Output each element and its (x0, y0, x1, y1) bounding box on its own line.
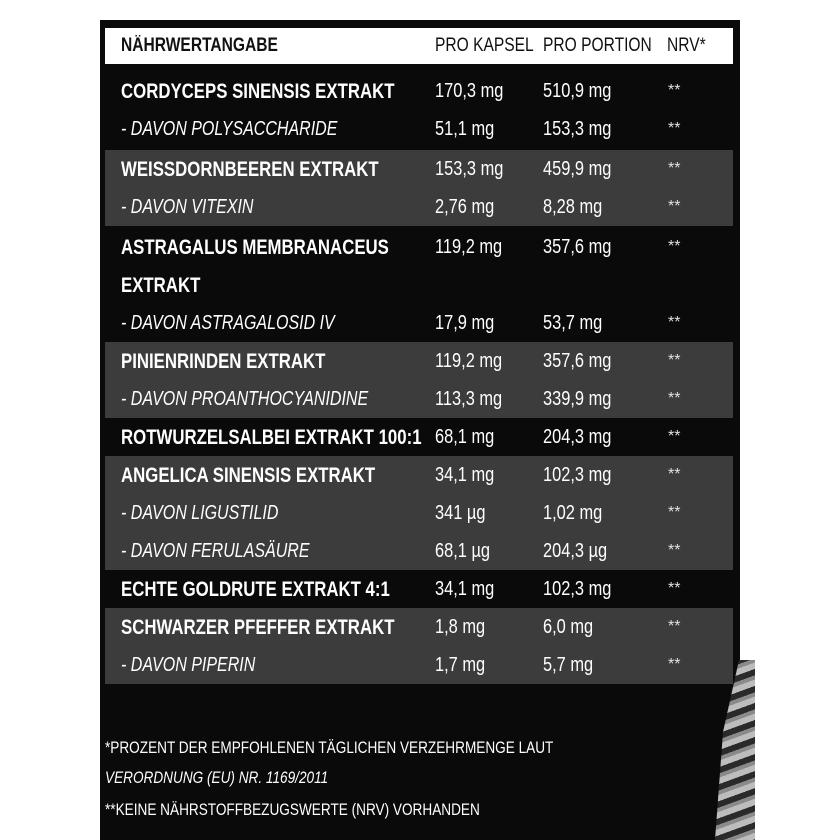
row-per-capsule: 1,8 mg (435, 616, 486, 638)
row-per-portion: 53,7 mg (543, 312, 603, 334)
group-goldrute (105, 570, 733, 608)
row-per-portion: 8,28 mg (543, 196, 603, 218)
row-per-capsule: 68,1 µg (435, 540, 491, 562)
row-per-portion: 204,3 µg (543, 540, 608, 562)
table-row (105, 228, 733, 266)
table-row (105, 188, 733, 226)
row-name: - DAVON POLYSACCHARIDE (121, 118, 338, 140)
row-name: ANGELICA SINENSIS EXTRAKT (121, 464, 376, 487)
row-name: ROTWURZELSALBEI EXTRAKT 100:1 (121, 426, 422, 449)
table-row (105, 72, 733, 110)
table-header (105, 28, 733, 64)
header-per-capsule: PRO KAPSEL (435, 35, 534, 56)
row-name: SCHWARZER PFEFFER EXTRAKT (121, 616, 395, 639)
table-row (105, 266, 733, 304)
row-per-capsule: 2,76 mg (435, 196, 495, 218)
row-name: EXTRAKT (121, 274, 201, 297)
row-per-portion: 102,3 mg (543, 464, 612, 486)
row-name: WEISSDORNBEEREN EXTRAKT (121, 158, 379, 181)
table-row (105, 304, 733, 342)
row-nrv: ** (668, 160, 681, 177)
row-nrv: ** (668, 656, 681, 673)
row-per-portion: 153,3 mg (543, 118, 612, 140)
table-row (105, 342, 733, 380)
header-nrv: NRV* (667, 35, 706, 56)
row-nrv: ** (668, 504, 681, 521)
row-per-portion: 6,0 mg (543, 616, 594, 638)
table-row (105, 110, 733, 148)
row-per-capsule: 119,2 mg (435, 350, 503, 372)
row-per-capsule: 68,1 mg (435, 426, 495, 448)
row-per-portion: 5,7 mg (543, 654, 594, 676)
row-per-capsule: 113,3 mg (435, 388, 503, 410)
row-name: - DAVON PROANTHOCYANIDINE (121, 388, 369, 410)
group-angelica (105, 456, 733, 570)
row-nrv: ** (668, 120, 681, 137)
group-astragalus (105, 228, 733, 340)
row-per-portion: 339,9 mg (543, 388, 612, 410)
row-nrv: ** (668, 82, 681, 99)
row-nrv: ** (668, 238, 681, 255)
row-nrv: ** (668, 618, 681, 635)
table-row (105, 646, 733, 684)
row-name: CORDYCEPS SINENSIS EXTRAKT (121, 80, 395, 103)
group-pfeffer (105, 608, 733, 684)
row-nrv: ** (668, 542, 681, 559)
row-per-portion: 102,3 mg (543, 578, 612, 600)
footnote-nrv-definition: *PROZENT DER EMPFOHLENEN TÄGLICHEN VERZEHRMENGE LAUT (105, 738, 554, 757)
row-name: - DAVON FERULASÄURE (121, 540, 310, 562)
row-name: - DAVON VITEXIN (121, 196, 254, 218)
row-nrv: ** (668, 390, 681, 407)
table-row (105, 418, 733, 456)
row-name: ASTRAGALUS MEMBRANACEUS (121, 236, 389, 259)
row-per-capsule: 119,2 mg (435, 236, 503, 258)
row-per-capsule: 34,1 mg (435, 578, 495, 600)
header-per-portion: PRO PORTION (543, 35, 652, 56)
row-per-capsule: 1,7 mg (435, 654, 486, 676)
table-row (105, 532, 733, 570)
row-per-portion: 357,6 mg (543, 236, 612, 258)
row-per-portion: 459,9 mg (543, 158, 612, 180)
group-cordyceps (105, 72, 733, 148)
row-per-portion: 510,9 mg (543, 80, 612, 102)
footnote-no-nrv: **KEINE NÄHRSTOFFBEZUGSWERTE (NRV) VORHANDEN (105, 800, 480, 819)
row-nrv: ** (668, 466, 681, 483)
row-nrv: ** (668, 428, 681, 445)
row-nrv: ** (668, 580, 681, 597)
row-name: - DAVON PIPERIN (121, 654, 256, 676)
footnote-regulation: VERORDNUNG (EU) NR. 1169/2011 (105, 768, 329, 787)
header-nutrition: NÄHRWERTANGABE (121, 35, 278, 56)
row-per-capsule: 51,1 mg (435, 118, 495, 140)
row-per-portion: 357,6 mg (543, 350, 612, 372)
row-name: ECHTE GOLDRUTE EXTRAKT 4:1 (121, 578, 390, 601)
table-row (105, 150, 733, 188)
row-per-capsule: 170,3 mg (435, 80, 504, 102)
row-nrv: ** (668, 314, 681, 331)
row-name: - DAVON ASTRAGALOSID IV (121, 312, 335, 334)
table-row (105, 608, 733, 646)
group-pinienrinden (105, 342, 733, 418)
row-name: PINIENRINDEN EXTRAKT (121, 350, 326, 373)
row-nrv: ** (668, 198, 681, 215)
row-per-capsule: 17,9 mg (435, 312, 495, 334)
row-per-portion: 1,02 mg (543, 502, 603, 524)
table-row (105, 380, 733, 418)
row-name: - DAVON LIGUSTILID (121, 502, 279, 524)
group-rotwurzelsalbei (105, 418, 733, 456)
row-per-capsule: 34,1 mg (435, 464, 495, 486)
row-per-capsule: 153,3 mg (435, 158, 504, 180)
table-row (105, 456, 733, 494)
group-weissdorn (105, 150, 733, 226)
table-row (105, 570, 733, 608)
row-per-capsule: 341 µg (435, 502, 486, 524)
table-row (105, 494, 733, 532)
row-nrv: ** (668, 352, 681, 369)
row-per-portion: 204,3 mg (543, 426, 612, 448)
